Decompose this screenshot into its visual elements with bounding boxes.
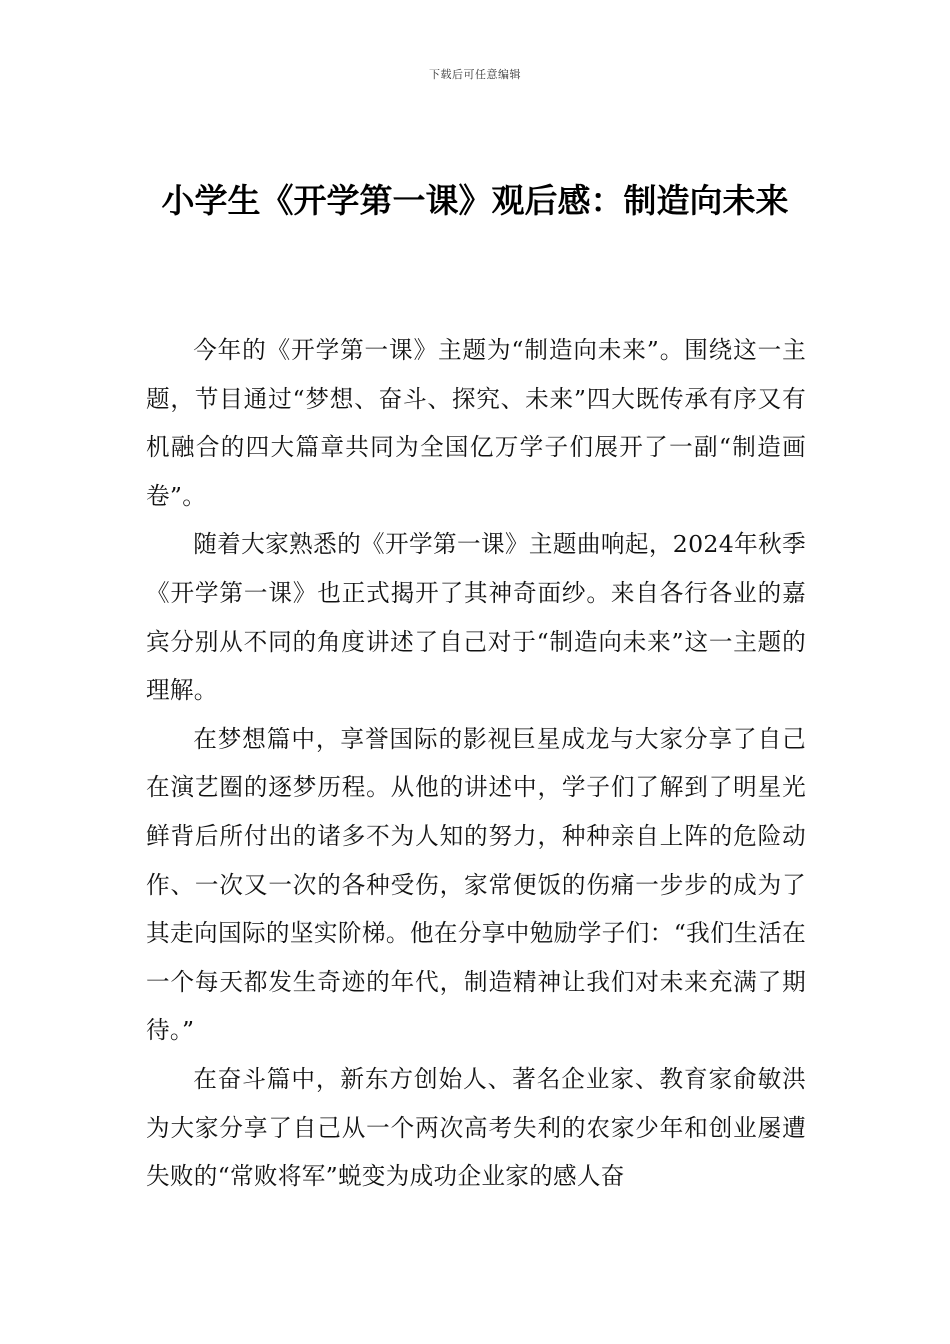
document-title: 小学生《开学第一课》观后感：制造向未来 [161, 181, 789, 220]
paragraph-3: 在梦想篇中，享誉国际的影视巨星成龙与大家分享了自己在演艺圈的逐梦历程。从他的讲述中，学子们了解到了明星光鲜背后所付出的诸多不为人知的努力，种种亲自上阵的危险动作、一次又一次的各种受伤，家常便饭的伤痛一步步的成为了其走向国际的坚实阶梯。他在分享中勉励学子们：“我们生活在一个每天都发生奇迹的年代，制造精神让我们对未来充满了期待。” [146, 724, 806, 1045]
header-note: 下载后可任意编辑 [429, 68, 521, 81]
paragraph-4: 在奋斗篇中，新东方创始人、著名企业家、教育家俞敏洪为大家分享了自己从一个两次高考失利的农家少年和创业屡遭失败的“常败将军”蜕变为成功企业家的感人奋 [146, 1064, 806, 1191]
paragraph-1: 今年的《开学第一课》主题为“制造向未来”。围绕这一主题，节目通过“梦想、奋斗、探究、未来”四大既传承有序又有机融合的四大篇章共同为全国亿万学子们展开了一副“制造画卷”。 [146, 336, 806, 510]
document-body [146, 326, 806, 1201]
paragraph-2: 随着大家熟悉的《开学第一课》主题曲响起，2024年秋季《开学第一课》也正式揭开了其神奇面纱。来自各行各业的嘉宾分别从不同的角度讲述了自己对于“制造向未来”这一主题的理解。 [146, 530, 806, 705]
